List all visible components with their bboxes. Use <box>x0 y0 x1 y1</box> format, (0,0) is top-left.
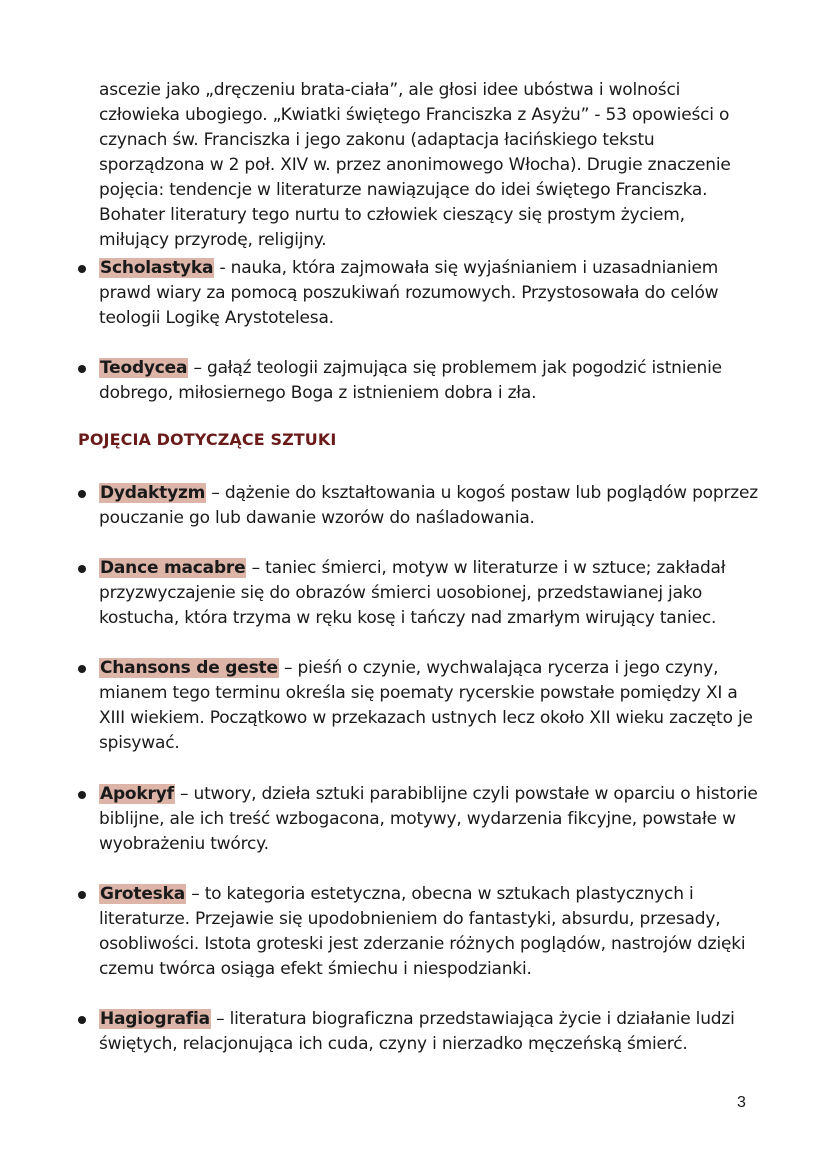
term-highlight: Teodycea <box>100 358 188 378</box>
list-item-groteska <box>78 882 768 982</box>
section-heading: POJĘCIA DOTYCZĄCE SZTUKI <box>78 430 337 449</box>
list-item-scholastyka <box>78 256 768 331</box>
term-highlight: Scholastyka <box>100 258 214 278</box>
term-highlight: Hagiografia <box>100 1009 210 1029</box>
list-item-chansons-de-geste <box>78 656 768 756</box>
list-item-body <box>99 782 768 857</box>
list-item-teodycea <box>78 356 768 406</box>
list-item-dydaktyzm <box>78 481 768 531</box>
bullet-icon <box>78 891 86 899</box>
term-definition: – to kategoria estetyczna, obecna w sztukach plastycznych i literaturze. Przejawie się upodobnieniem do fantastyki, absurdu, przesady, osobliwości. Istota groteski jest zderzanie różnych poglądów, nastrojów dzięki czemu twórca osiąga efekt śmiechu i niespodzianki. <box>99 884 746 979</box>
term-definition: – taniec śmierci, motyw w literaturze i w sztuce; zakładał przyzwyczajenie się do obrazów śmierci uosobionej, przedstawianej jako kostucha, która trzyma w ręku kosę i tańczy nad zmarłym wirujący taniec. <box>99 558 726 628</box>
page-number: 3 <box>737 1094 746 1111</box>
list-item-apokryf <box>78 782 768 857</box>
term-definition: - nauka, która zajmowała się wyjaśnianiem i uzasadnianiem prawd wiary za pomocą poszukiwań rozumowych. Przystosowała do celów teologii Logikę Arystotelesa. <box>99 258 719 328</box>
bullet-icon <box>78 791 86 799</box>
term-definition: – dążenie do kształtowania u kogoś postaw lub poglądów poprzez pouczanie go lub dawanie wzorów do naśladowania. <box>99 483 758 528</box>
term-highlight: Chansons de geste <box>100 658 278 678</box>
list-item-hagiografia <box>78 1007 768 1057</box>
list-item-body <box>99 1007 768 1057</box>
term-highlight: Dydaktyzm <box>100 483 206 503</box>
term-highlight: Apokryf <box>100 784 174 804</box>
term-definition: – gałąź teologii zajmująca się problemem jak pogodzić istnienie dobrego, miłosiernego Boga z istnieniem dobra i zła. <box>99 358 722 403</box>
term-definition: – utwory, dzieła sztuki parabiblijne czyli powstałe w oparciu o historie biblijne, ale ich treść wzbogacona, motywy, wydarzenia fikcyjne, powstałe w wyobrażeniu twórcy. <box>99 784 758 854</box>
list-item-body <box>99 256 768 331</box>
term-definition: – pieśń o czynie, wychwalająca rycerza i jego czyny, mianem tego terminu określa się poematy rycerskie powstałe pomiędzy XI a XIII wiekiem. Początkowo w przekazach ustnych lecz około XII wieku zaczęto je spisywać. <box>99 658 753 753</box>
bullet-icon <box>78 365 86 373</box>
list-item-dance-macabre <box>78 556 768 631</box>
list-item-body <box>99 481 768 531</box>
term-highlight: Groteska <box>100 884 185 904</box>
list-item-body <box>99 882 768 982</box>
list-item-body <box>99 556 768 631</box>
intro-paragraph: ascezie jako „dręczeniu brata-ciała”, ale głosi idee ubóstwa i wolności człowieka ubogiego. „Kwiatki świętego Franciszka z Asyżu” - 53 opowieści o czynach św. Franciszka i jego zakonu (adaptacja łacińskiego tekstu sporządzona w 2 poł. XIV w. przez anonimowego Włocha). Drugie znaczenie pojęcia: tendencje w literaturze nawiązujące do idei świętego Franciszka. Bohater literatury tego nurtu to człowiek cieszący się prostym życiem, miłujący przyrodę, religijny. <box>99 80 731 250</box>
list-item-body <box>99 356 768 406</box>
bullet-icon <box>78 665 86 673</box>
term-highlight: Dance macabre <box>100 558 246 578</box>
bullet-icon <box>78 1016 86 1024</box>
list-item-body <box>99 656 768 756</box>
bullet-icon <box>78 490 86 498</box>
term-definition: – literatura biograficzna przedstawiająca życie i działanie ludzi świętych, relacjonująca ich cuda, czyny i nierzadko męczeńską śmierć. <box>99 1009 735 1054</box>
bullet-icon <box>78 265 86 273</box>
bullet-icon <box>78 565 86 573</box>
